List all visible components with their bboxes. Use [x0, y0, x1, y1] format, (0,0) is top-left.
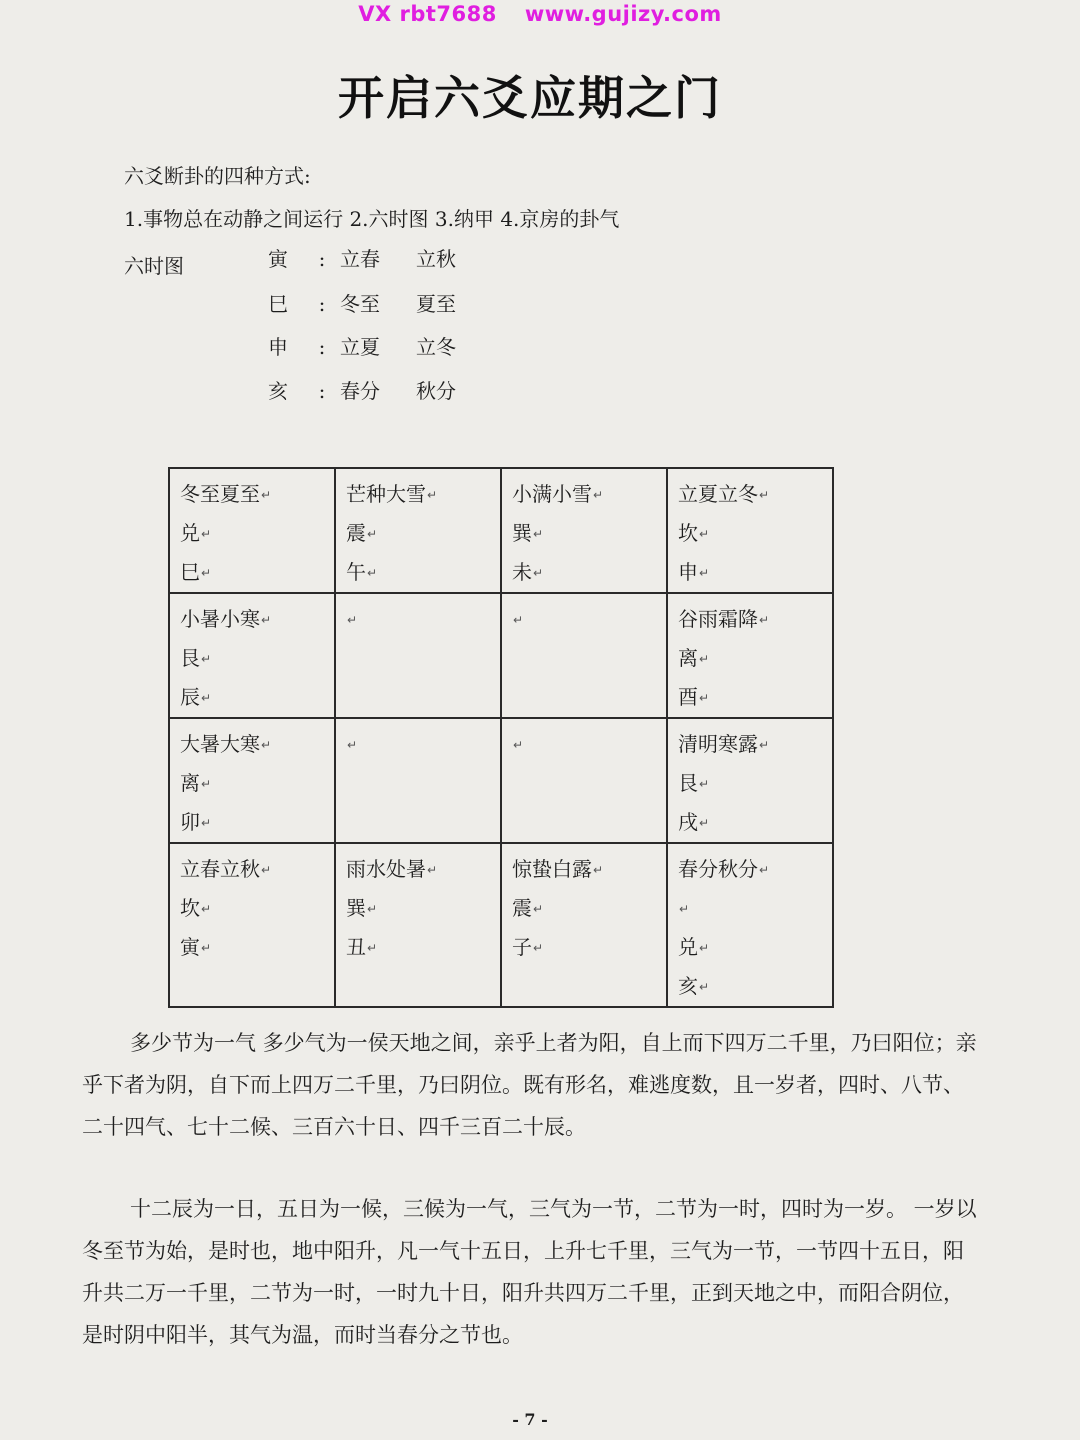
table-cell [169, 718, 335, 843]
colon: : [318, 379, 326, 403]
paragraph-mark: ↵ [201, 652, 212, 666]
cell-text: 震 [512, 896, 532, 920]
cell-text: 离 [678, 646, 698, 670]
cell-line [346, 850, 490, 889]
cell-line [180, 475, 324, 514]
table-cell [501, 593, 667, 718]
cell-line [512, 928, 656, 967]
term: 夏至 [416, 292, 456, 316]
cell-text: 兑 [180, 521, 200, 545]
six-time-row [268, 243, 456, 272]
paragraph-mark: ↵ [201, 816, 212, 830]
cell-line [512, 553, 656, 592]
cell-text: 申 [678, 560, 698, 584]
paragraph-mark: ↵ [201, 566, 212, 580]
paragraph-mark: ↵ [513, 613, 524, 627]
paragraph-1 [82, 1022, 982, 1148]
cell-line [346, 475, 490, 514]
paragraph-mark: ↵ [759, 488, 770, 502]
six-time-row [268, 331, 456, 360]
paragraph-mark: ↵ [699, 816, 710, 830]
cell-text: 戌 [678, 810, 698, 834]
cell-line [678, 725, 822, 764]
paragraph-mark: ↵ [347, 613, 358, 627]
paragraph-mark: ↵ [427, 488, 438, 502]
cell-line [346, 889, 490, 928]
cell-line [346, 553, 490, 592]
paragraph-mark: ↵ [699, 980, 710, 994]
term: 立春 [340, 247, 380, 271]
table-row [169, 468, 833, 593]
table-cell [335, 468, 501, 593]
cell-text: 坎 [678, 521, 698, 545]
cell-line [180, 553, 324, 592]
cell-text: 芒种大雪 [346, 482, 426, 506]
table-cell [667, 843, 833, 1007]
cell-line [180, 725, 324, 764]
paragraph-mark: ↵ [201, 691, 212, 705]
paragraph-mark: ↵ [699, 566, 710, 580]
paragraph-mark: ↵ [201, 902, 212, 916]
paragraph-mark: ↵ [201, 777, 212, 791]
cell-line [678, 600, 822, 639]
cell-line [180, 889, 324, 928]
table-row [169, 843, 833, 1007]
cell-line [512, 475, 656, 514]
cell-text: 午 [346, 560, 366, 584]
cell-line [180, 764, 324, 803]
table-row [169, 718, 833, 843]
cell-text: 酉 [678, 685, 698, 709]
cell-line [180, 803, 324, 842]
paragraph-mark: ↵ [261, 738, 272, 752]
paragraph-mark: ↵ [759, 613, 770, 627]
watermark-vx: VX rbt7688 [358, 2, 497, 26]
cell-text: 清明寒露 [678, 732, 758, 756]
six-time-row [268, 375, 456, 404]
paragraph-mark: ↵ [367, 941, 378, 955]
paragraph-mark: ↵ [533, 566, 544, 580]
page-number: - 7 - [512, 1410, 548, 1429]
cell-text: 巽 [346, 896, 366, 920]
cell-line [180, 850, 324, 889]
cell-line [180, 600, 324, 639]
term: 立秋 [416, 247, 456, 271]
paragraph-mark: ↵ [759, 738, 770, 752]
paragraph-mark: ↵ [679, 902, 690, 916]
term: 立夏 [340, 335, 380, 359]
cell-text: 立春立秋 [180, 857, 260, 881]
cell-line [346, 928, 490, 967]
table-row [169, 593, 833, 718]
table-cell [335, 593, 501, 718]
paragraph-mark: ↵ [533, 941, 544, 955]
cell-line [678, 967, 822, 1006]
cell-line [180, 678, 324, 717]
cell-text: 艮 [678, 771, 698, 795]
cell-text: 立夏立冬 [678, 482, 758, 506]
paragraph-mark: ↵ [367, 902, 378, 916]
cell-text: 雨水处暑 [346, 857, 426, 881]
cell-text: 丑 [346, 935, 366, 959]
six-time-label: 六时图 [124, 254, 184, 278]
cell-text: 未 [512, 560, 532, 584]
table-cell [501, 468, 667, 593]
cell-text: 坎 [180, 896, 200, 920]
cell-line [678, 764, 822, 803]
cell-line [678, 678, 822, 717]
table-cell [169, 843, 335, 1007]
cell-line [512, 850, 656, 889]
table-cell [169, 468, 335, 593]
branch: 亥 [268, 379, 288, 403]
cell-text: 辰 [180, 685, 200, 709]
cell-line [512, 514, 656, 553]
paragraph-mark: ↵ [533, 527, 544, 541]
cell-text: 大暑大寒 [180, 732, 260, 756]
paragraph-mark: ↵ [201, 527, 212, 541]
cell-line [512, 889, 656, 928]
paragraph-mark: ↵ [699, 777, 710, 791]
cell-text: 兑 [678, 935, 698, 959]
watermark [0, 2, 1080, 26]
cell-text: 惊蛰白露 [512, 857, 592, 881]
branch: 申 [268, 335, 288, 359]
subtitle: 六爻断卦的四种方式: [124, 164, 311, 188]
cell-text: 离 [180, 771, 200, 795]
paragraph-mark: ↵ [699, 527, 710, 541]
table-cell [501, 718, 667, 843]
paragraph-mark: ↵ [533, 902, 544, 916]
paragraph-mark: ↵ [367, 566, 378, 580]
table-cell [169, 593, 335, 718]
paragraph-mark: ↵ [513, 738, 524, 752]
page-title: 开启六爻应期之门 [338, 71, 722, 125]
table-cell [335, 843, 501, 1007]
paragraph-1-text: 多少节为一气 多少气为一侯天地之间，亲乎上者为阳，自上而下四万二千里，乃曰阳位；亲乎下者为阴，自下而上四万二千里，乃曰阴位。既有形名，难逃度数，且一岁者，四时、八节、二十四气、七十二候、三百六十日、四千三百二十辰。 [82, 1031, 977, 1139]
paragraph-mark: ↵ [261, 863, 272, 877]
paragraph-mark: ↵ [367, 527, 378, 541]
paragraph-mark: ↵ [261, 488, 272, 502]
paragraph-mark: ↵ [201, 941, 212, 955]
term: 春分 [340, 379, 380, 403]
cell-line [678, 639, 822, 678]
paragraph-2-text: 十二辰为一日，五日为一候，三候为一气，三气为一节，二节为一时，四时为一岁。 一岁以冬至节为始，是时也，地中阳升，凡一气十五日，上升七千里，三气为一节，一节四十五日，阳升共二万一千里，二节为一时，一时九十日，阳升共四万二千里，正到天地之中，而阳合阴位，是时阴中阳半，其气为温，而时当春分之节也。 [82, 1197, 977, 1347]
cell-text: 冬至夏至 [180, 482, 260, 506]
cell-line [678, 553, 822, 592]
paragraph-2 [82, 1188, 982, 1356]
paragraph-mark: ↵ [427, 863, 438, 877]
methods-line: 1.事物总在动静之间运行 2.六时图 3.纳甲 4.京房的卦气 [124, 207, 620, 231]
six-time-table [168, 467, 834, 1008]
cell-text: 巳 [180, 560, 200, 584]
cell-line [346, 514, 490, 553]
table-cell [501, 843, 667, 1007]
term: 秋分 [416, 379, 456, 403]
paragraph-mark: ↵ [699, 941, 710, 955]
table-cell [667, 718, 833, 843]
cell-text: 卯 [180, 810, 200, 834]
branch: 巳 [268, 292, 288, 316]
cell-text: 春分秋分 [678, 857, 758, 881]
six-time-row [268, 288, 456, 317]
cell-line [180, 639, 324, 678]
paragraph-mark: ↵ [759, 863, 770, 877]
paragraph-mark: ↵ [699, 691, 710, 705]
colon: : [318, 335, 326, 359]
branch: 寅 [268, 247, 288, 271]
cell-text: 谷雨霜降 [678, 607, 758, 631]
cell-line [180, 928, 324, 967]
paragraph-mark: ↵ [699, 652, 710, 666]
cell-line [180, 514, 324, 553]
cell-line [678, 475, 822, 514]
colon: : [318, 292, 326, 316]
term: 立冬 [416, 335, 456, 359]
cell-text: 震 [346, 521, 366, 545]
paragraph-mark: ↵ [593, 488, 604, 502]
colon: : [318, 247, 326, 271]
cell-text: 巽 [512, 521, 532, 545]
cell-text: 小满小雪 [512, 482, 592, 506]
cell-text: 艮 [180, 646, 200, 670]
paragraph-mark: ↵ [261, 613, 272, 627]
paragraph-mark: ↵ [593, 863, 604, 877]
table-cell [667, 593, 833, 718]
cell-line [678, 803, 822, 842]
cell-text: 子 [512, 935, 532, 959]
table-cell [667, 468, 833, 593]
cell-text: 亥 [678, 974, 698, 998]
table-cell [335, 718, 501, 843]
cell-text: 小暑小寒 [180, 607, 260, 631]
cell-text: 寅 [180, 935, 200, 959]
cell-line [678, 889, 822, 928]
term: 冬至 [340, 292, 380, 316]
paragraph-mark: ↵ [347, 738, 358, 752]
cell-line [678, 514, 822, 553]
cell-line [678, 850, 822, 889]
watermark-url: www.gujizy.com [524, 2, 722, 26]
cell-line [678, 928, 822, 967]
